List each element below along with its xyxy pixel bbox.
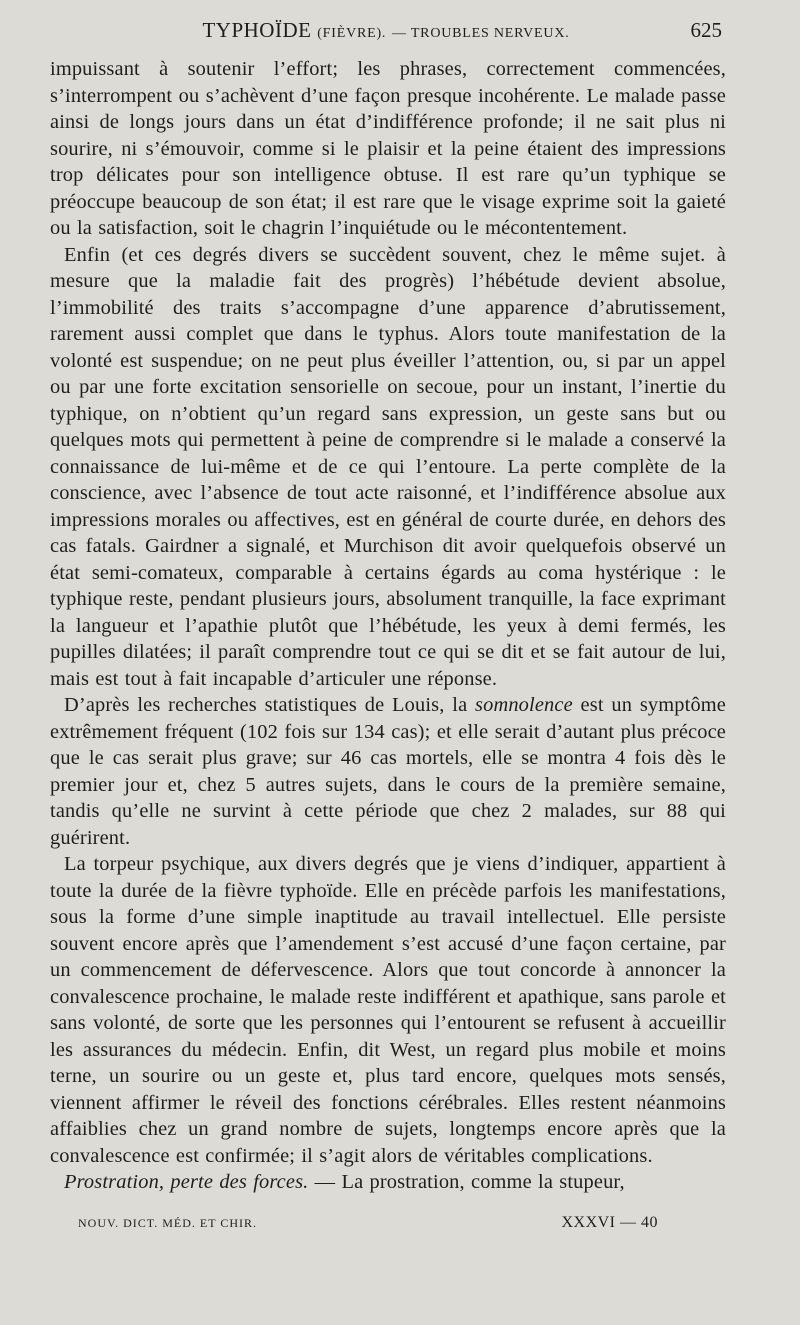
paragraph-3 [50,692,726,851]
paragraph-5 [50,1169,726,1196]
running-head-title-paren: (FIÈVRE). [317,26,387,41]
footer-signature-right: XXXVI — 40 [561,1214,658,1231]
paragraph-3-after: est un symptôme extrêmement fréquent (102 fois sur 134 cas); et elle serait d’autant plus précoce que le cas serait plus grave; sur 46 cas mortels, elle se montra 4 fois dès le premier jour et, chez 5 autres sujets, dans [50,694,726,796]
paragraph-3-italic: somnolence [475,694,573,716]
page-footer [78,1214,658,1234]
paragraph-1: impuissant à soutenir l’effort; les phrases, correctement commencées, s’interrompent ou s’achèvent d’une façon presque incohérente. Le malade passe ainsi de longs jours dans un état d’indifférence profonde; il ne sait plus ni sourire, ni s’émouvoir, comme si le plaisir et la peine étaient des impressions trop délicates pour son intelligence obtuse. Il est rare qu’un typhique se préoccupe beaucoup de son état; il est rare que le visage exprime soit la gaieté ou la satisfaction, soit le chagrin l’inquiétude ou le mécontentement. [50,58,726,239]
running-head-title-rest: — TROUBLES NERVEUX. [391,26,570,41]
running-head [50,18,722,50]
running-head-title [50,18,722,43]
section-heading-prostration: Prostration, perte des forces. [64,1171,309,1193]
page-number: 625 [690,18,722,42]
paragraph-5-text: — La prostration, comme la stupeur, [314,1171,625,1193]
paragraph-3-end: le cours de la première semaine, tandis qu’elle ne survint à cette période que chez 2 malades, sur 88 qui guérirent. [50,773,726,849]
paragraph-4: La torpeur psychique, aux divers degrés que je viens d’indiquer, appartient à toute la durée de la fièvre typhoïde. Elle en précède parfois les manifestations, sous la forme d’une simple inaptitude au travail intellectuel. Elle persiste souvent encore après que l’amendement s’est accusé d’une façon certaine, par un commencement de défervescence. Alors que tout concorde à annoncer la convalescence prochaine, le malade reste indifférent et apathique, sans parole et sans volonté, de sorte que les personnes qui l’entourent se refusent à accueillir les assurances du médecin. Enfin, dit West, un regard plus mobile et moins terne, un sourire ou un geste et, plus tard encore, quelques mots sensés, viennent affirmer le réveil des fonctions cérébrales. Elles restent néanmoins affaiblies chez un grand nombre de sujets, longtemps encore après que la convalescence est confirmée; il s’agit alors de véritables complications. [50,853,726,1167]
running-head-title-main: TYPHOÏDE [202,18,312,42]
body-text [50,56,726,1196]
footer-signature-left: NOUV. DICT. MÉD. ET CHIR. [78,1216,258,1230]
paragraph-2: Enfin (et ces degrés divers se succèdent souvent, chez le même sujet. à mesure que la maladie fait des progrès) l’hébétude devient absolue, l’immobilité des traits s’accompagne d’une apparence d’abrutissement, rarement aussi complet que dans le typhus. Alors toute manifestation de la volonté est suspendue; on ne peut plus éveiller l’attention, ou, si par un appel ou par une forte excitation sensorielle on secoue, pour un instant, l’inertie du typhique, on n’obtient qu’un regard sans expression, un geste sans but ou quelques mots qui permettent à peine de comprendre si le malade a conservé la connaissance de lui-même et de ce qui l’entoure. La perte complète de la conscience, avec l’absence de tout acte raisonné, et l’indifférence absolue aux impressions morales ou affectives, est en général de courte durée, en dehors des cas fatals. Gairdner a signalé, et Murchison dit avoir quelquefois observé un état semi-comateux, comparable à certains égards au coma hystérique : le typhique reste, pendant plusieurs jours, absolument tranquille, la face exprimant la langueur et l’apathie plutôt que l’hébétude, les yeux à demi fermés, les pupilles dilatées; il paraît comprendre tout ce qui se dit et se fait autour de lui, mais est tout à fait incapable d’articuler une réponse. [50,243,726,690]
paragraph-3-before: D’après les recherches statistiques de Louis, la [64,694,468,716]
